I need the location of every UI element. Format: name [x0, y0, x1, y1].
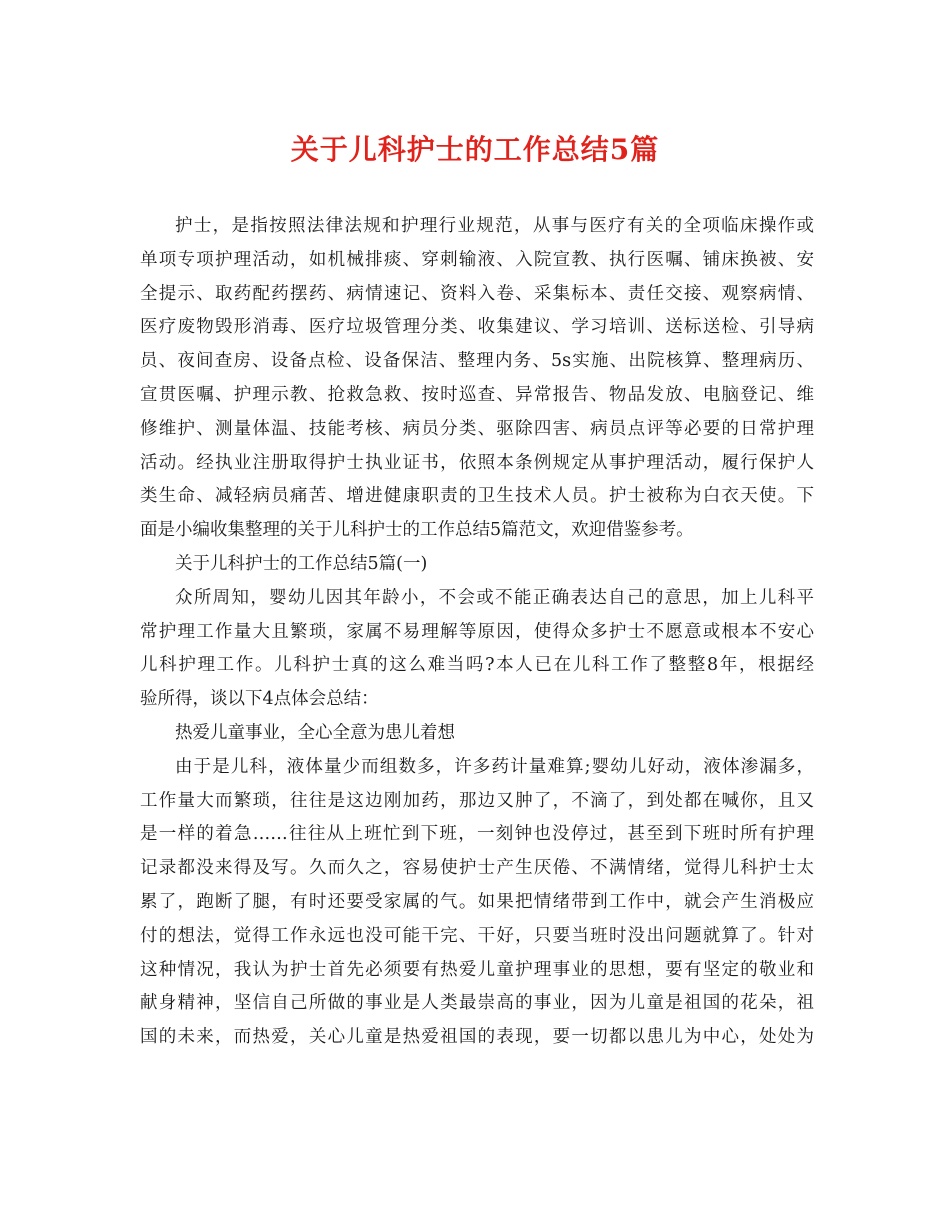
text-line: 护士，是指按照法律法规和护理行业规范，从事与医疗有关的全项临床操作或 — [175, 216, 814, 236]
text-line: 是一样的着急……往往从上班忙到下班，一刻钟也没停过，甚至到下班时所有护理 — [140, 824, 814, 845]
text-line: 全提示、取药配药摆药、病情速记、资料入卷、采集标本、责任交接、观察病情、 — [140, 283, 814, 304]
text-line: 宣贯医嘱、护理示教、抢救急救、按时巡查、异常报告、物品发放、电脑登记、维 — [140, 384, 814, 405]
text-line: 员、夜间查房、设备点检、设备保洁、整理内务、5s实施、出院核算、整理病历、 — [140, 351, 814, 372]
text-line: 献身精神，坚信自己所做的事业是人类最崇高的事业，因为儿童是祖国的花朵，祖 — [140, 993, 814, 1014]
text-line: 关于儿科护士的工作总结5篇(一) — [175, 553, 428, 574]
text-line: 面是小编收集整理的关于儿科护士的工作总结5篇范文，欢迎借鉴参考。 — [140, 520, 694, 541]
text-line: 记录都没来得及写。久而久之，容易使护士产生厌倦、不满情绪，觉得儿科护士太 — [140, 858, 814, 879]
text-line: 众所周知，婴幼儿因其年龄小，不会或不能正确表达自己的意思，加上儿科平 — [175, 587, 814, 608]
text-line: 修维护、测量体温、技能考核、病员分类、驱除四害、病员点评等必要的日常护理 — [140, 418, 814, 439]
text-line: 由于是儿科，液体量少而组数多，许多药计量难算;婴幼儿好动，液体渗漏多， — [175, 756, 814, 777]
text-line: 工作量大而繁琐，往往是这边刚加药，那边又肿了，不滴了，到处都在喊你，且又 — [140, 790, 814, 811]
text-line: 验所得，谈以下4点体会总结： — [140, 689, 379, 710]
text-line: 类生命、减轻病员痛苦、增进健康职责的卫生技术人员。护士被称为白衣天使。下 — [140, 486, 814, 507]
text-line: 付的想法，觉得工作永远也没可能干完、干好，只要当班时没出问题就算了。针对 — [140, 925, 814, 946]
text-line: 儿科护理工作。儿科护士真的这么难当吗?本人已在儿科工作了整整8年，根据经 — [140, 655, 814, 676]
text-line: 常护理工作量大且繁琐，家属不易理解等原因，使得众多护士不愿意或根本不安心 — [140, 621, 814, 642]
text-line: 累了，跑断了腿，有时还要受家属的气。如果把情绪带到工作中，就会产生消极应 — [140, 891, 814, 912]
text-line: 这种情况，我认为护士首先必须要有热爱儿童护理事业的思想，要有坚定的敬业和 — [140, 959, 814, 980]
document-body — [140, 210, 814, 1055]
text-line: 国的未来，而热爱，关心儿童是热爱祖国的表现，要一切都以患儿为中心，处处为 — [140, 1027, 814, 1048]
text-line: 活动。经执业注册取得护士执业证书，依照本条例规定从事护理活动，履行保护人 — [140, 452, 814, 473]
text-line: 单项专项护理活动，如机械排痰、穿刺输液、入院宣教、执行医嘱、铺床换被、安 — [140, 249, 814, 270]
text-line: 热爱儿童事业，全心全意为患儿着想 — [175, 722, 455, 743]
document-title: 关于儿科护士的工作总结5篇 — [290, 133, 660, 166]
text-line: 医疗废物毁形消毒、医疗垃圾管理分类、收集建议、学习培训、送标送检、引导病 — [140, 317, 814, 338]
